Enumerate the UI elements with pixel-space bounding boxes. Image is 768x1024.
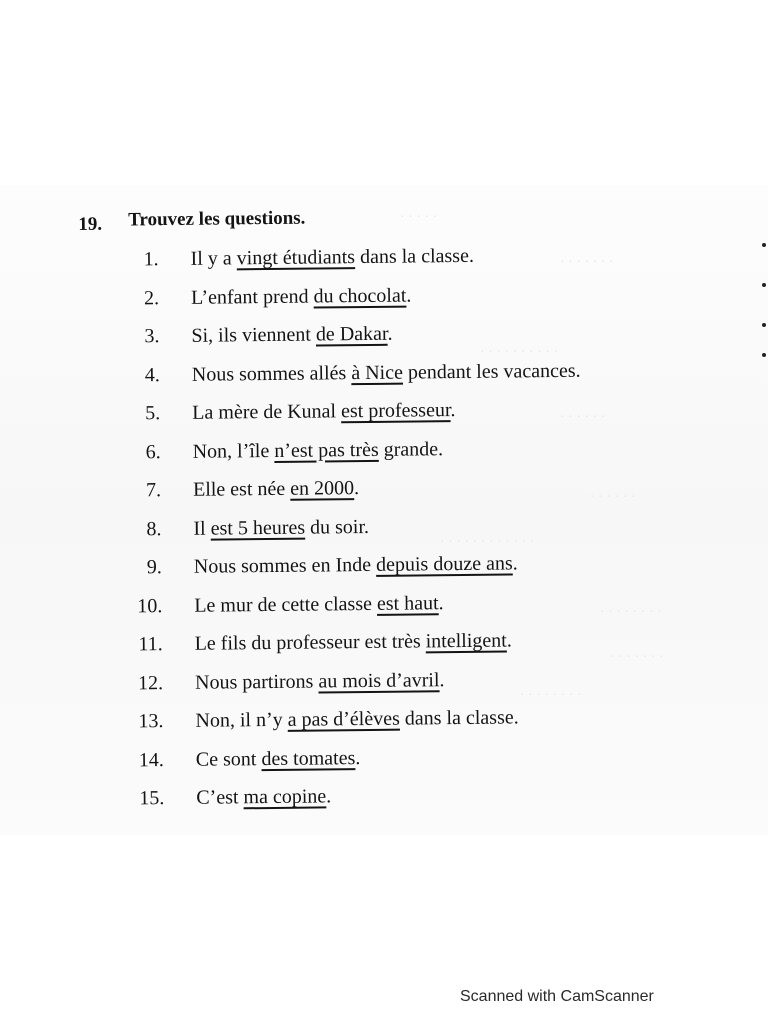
- item-number: 2.: [143, 286, 160, 309]
- item-sentence: [191, 323, 392, 348]
- sentence-text: pendant les vacances.: [402, 359, 581, 384]
- sentence-text: Le fils du professeur est très: [194, 630, 426, 655]
- margin-dot: [762, 283, 766, 287]
- sentence-text: Elle est née: [192, 477, 291, 501]
- item-sentence: [195, 669, 445, 695]
- underlined-phrase: ma copine: [243, 785, 327, 809]
- sentence-text: Non, il n’y: [195, 708, 288, 732]
- exercise-number: 19.: [78, 213, 103, 235]
- item-sentence: [191, 245, 475, 271]
- sentence-text: .: [439, 668, 445, 691]
- sentence-text: Il y a: [190, 247, 237, 270]
- item-sentence: [191, 284, 412, 309]
- underlined-phrase: en 2000: [290, 477, 355, 500]
- item-number: 15.: [139, 787, 165, 810]
- item-number: 4.: [144, 363, 160, 386]
- exercise-sheet: [78, 193, 744, 817]
- item-number: 6.: [145, 440, 161, 463]
- sentence-text: Non, l’île: [192, 439, 275, 463]
- sentence-text: .: [512, 552, 518, 575]
- item-number: 7.: [145, 479, 162, 502]
- sentence-text: Si, ils viennent: [191, 323, 316, 347]
- item-number: 1.: [143, 248, 159, 271]
- sentence-text: grande.: [378, 437, 444, 461]
- item-number: 10.: [137, 594, 163, 617]
- sentence-item: [84, 772, 744, 817]
- item-number: 5.: [145, 402, 161, 425]
- item-number: 14.: [138, 748, 164, 771]
- bleed-through-mark: · · · · ·: [400, 210, 438, 225]
- sentence-text: du soir.: [304, 515, 370, 539]
- item-sentence: [194, 592, 444, 618]
- underlined-phrase: est 5 heures: [210, 516, 306, 540]
- scanner-watermark: Scanned with CamScanner: [460, 988, 654, 1005]
- sentence-text: .: [450, 399, 456, 422]
- item-number: 8.: [146, 517, 162, 540]
- underlined-phrase: est professeur: [340, 399, 451, 423]
- sentence-text: Nous sommes en Inde: [193, 553, 377, 578]
- underlined-phrase: du chocolat: [313, 284, 407, 308]
- item-number: 9.: [146, 556, 162, 579]
- sentence-text: .: [355, 746, 361, 769]
- underlined-phrase: de Dakar: [315, 322, 388, 346]
- item-sentence: [193, 515, 369, 540]
- sentence-text: dans la classe.: [399, 706, 519, 730]
- underlined-phrase: n’est pas très: [274, 438, 379, 462]
- exercise-title: Trouvez les questions.: [128, 207, 306, 231]
- sentence-text: .: [387, 322, 393, 345]
- sentence-text: La mère de Kunal: [192, 400, 342, 424]
- sentence-text: .: [406, 284, 412, 307]
- bleed-through-mark: · · · · · · · · · · · ·: [440, 535, 535, 550]
- item-sentence: [193, 477, 359, 502]
- margin-dot: [762, 243, 766, 247]
- sentence-text: Nous sommes allés: [191, 361, 352, 386]
- sentence-text: Le mur de cette classe: [194, 592, 378, 617]
- sentence-text: Nous partirons: [194, 670, 319, 694]
- sentence-text: C’est: [196, 786, 244, 809]
- item-number: 13.: [138, 710, 164, 733]
- underlined-phrase: à Nice: [351, 361, 404, 384]
- item-number: 3.: [144, 325, 160, 348]
- item-sentence: [195, 706, 518, 732]
- item-number: 11.: [138, 633, 163, 656]
- item-sentence: [196, 747, 361, 772]
- item-number: 12.: [137, 671, 164, 694]
- bleed-through-mark: · · · · · · · ·: [520, 688, 582, 703]
- bleed-through-mark: · · · · · ·: [560, 410, 606, 425]
- item-sentence: [192, 359, 581, 386]
- item-sentence: [194, 552, 518, 578]
- sentence-text: .: [326, 785, 332, 808]
- bleed-through-mark: · · · · · · · ·: [600, 605, 662, 620]
- underlined-phrase: des tomates: [261, 746, 356, 770]
- sentence-text: L’enfant prend: [190, 285, 314, 309]
- underlined-phrase: intelligent: [425, 629, 507, 653]
- bleed-through-mark: · · · · · · ·: [560, 255, 614, 270]
- sentence-text: .: [438, 591, 444, 614]
- margin-dot: [762, 323, 766, 327]
- item-sentence: [192, 399, 455, 425]
- underlined-phrase: a pas d’élèves: [287, 707, 400, 731]
- item-sentence: [193, 438, 444, 464]
- sentence-text: Il: [193, 517, 211, 540]
- sentence-text: dans la classe.: [354, 244, 475, 269]
- underlined-phrase: depuis douze ans: [375, 552, 513, 576]
- exercise-heading: [78, 193, 738, 240]
- margin-dot: [762, 353, 766, 357]
- bleed-through-mark: · · · · · ·: [590, 490, 636, 505]
- item-sentence: [195, 629, 512, 655]
- sentence-list: [78, 233, 744, 817]
- bleed-through-mark: · · · · · · · · · ·: [480, 345, 559, 360]
- item-sentence: [196, 785, 331, 809]
- underlined-phrase: est haut: [376, 591, 439, 615]
- bleed-through-mark: · · · · · · ·: [610, 650, 664, 665]
- underlined-phrase: vingt étudiants: [236, 246, 356, 270]
- sentence-text: .: [353, 477, 360, 500]
- sentence-text: .: [506, 629, 512, 652]
- sentence-text: Ce sont: [195, 747, 262, 771]
- underlined-phrase: au mois d’avril: [318, 668, 440, 693]
